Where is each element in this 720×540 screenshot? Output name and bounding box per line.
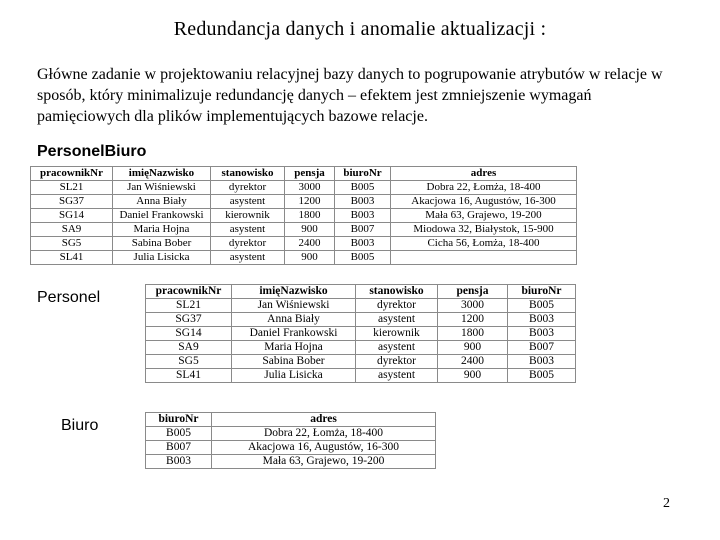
table-cell: B003 [508,355,576,369]
table-cell: B005 [146,427,212,441]
table-cell: B007 [335,223,391,237]
table-cell: 900 [438,369,508,383]
table-row [146,441,436,455]
column-header: pracownikNr [146,285,232,299]
table-cell: SL21 [31,181,113,195]
table-cell: asystent [356,341,438,355]
table-cell: B003 [335,195,391,209]
table-cell: 2400 [285,237,335,251]
table-cell: B007 [508,341,576,355]
table-cell: kierownik [211,209,285,223]
table-cell: SL21 [146,299,232,313]
table-cell: 3000 [285,181,335,195]
table-cell: 900 [285,251,335,265]
column-header: pensja [285,167,335,181]
column-header: biuroNr [335,167,391,181]
table-cell: dyrektor [356,299,438,313]
column-header: pensja [438,285,508,299]
personel-label: Personel [37,289,101,306]
table-cell: SG37 [146,313,232,327]
table-cell: Akacjowa 16, Augustów, 16-300 [391,195,577,209]
table-cell: Mała 63, Grajewo, 19-200 [212,455,436,469]
column-header: adres [391,167,577,181]
column-header: adres [212,413,436,427]
table-cell: dyrektor [356,355,438,369]
table-cell: B005 [508,299,576,313]
column-header: pracownikNr [31,167,113,181]
table-cell: B007 [146,441,212,455]
page-number: 2 [663,496,670,511]
personel-table [145,284,576,383]
table-cell: SG14 [31,209,113,223]
table-cell: B003 [335,209,391,223]
table-cell: Jan Wiśniewski [232,299,356,313]
table-cell: 1200 [438,313,508,327]
personel-biuro-label: PersonelBiuro [37,143,147,160]
table-row [31,209,577,223]
column-header: biuroNr [146,413,212,427]
table-row [31,237,577,251]
table-cell: Daniel Frankowski [232,327,356,341]
table-cell: Maria Hojna [232,341,356,355]
table-cell: SG5 [31,237,113,251]
table-cell: asystent [211,251,285,265]
table-row [31,223,577,237]
table-row [146,455,436,469]
table-cell: Julia Lisicka [113,251,211,265]
column-header: imięNazwisko [232,285,356,299]
table-cell: 3000 [438,299,508,313]
table-cell: SG5 [146,355,232,369]
table-cell: kierownik [356,327,438,341]
table-cell: Akacjowa 16, Augustów, 16-300 [212,441,436,455]
table-cell: SL41 [31,251,113,265]
column-header: biuroNr [508,285,576,299]
table-cell: Miodowa 32, Białystok, 15-900 [391,223,577,237]
header-row [146,285,576,299]
header-row [146,413,436,427]
table-cell: B005 [335,181,391,195]
table-cell: asystent [211,223,285,237]
table-row [146,341,576,355]
table-row [146,327,576,341]
table-cell: SA9 [146,341,232,355]
header-row [31,167,577,181]
table-cell: Cicha 56, Łomża, 18-400 [391,237,577,251]
table-cell: Daniel Frankowski [113,209,211,223]
table-cell: B003 [335,237,391,251]
table-cell: Anna Biały [113,195,211,209]
table-cell: 900 [438,341,508,355]
column-header: imięNazwisko [113,167,211,181]
slide-title: Redundancja danych i anomalie aktualizacji : [173,18,547,40]
intro-paragraph: Główne zadanie w projektowaniu relacyjnej bazy danych to pogrupowanie atrybutów w relacje w sposób, który minimalizuje redundancję danych – efektem jest zmniejszenie wymagań pamięciowych dla plików implementujących bazowe relacje. [37,66,663,125]
table-cell: Dobra 22, Łomża, 18-400 [391,181,577,195]
table-cell [391,251,577,265]
table-cell: Sabina Bober [232,355,356,369]
table-cell: 900 [285,223,335,237]
table-cell: 1200 [285,195,335,209]
table-cell: SG14 [146,327,232,341]
table-row [31,251,577,265]
table-cell: dyrektor [211,181,285,195]
table-cell: Julia Lisicka [232,369,356,383]
table-cell: asystent [356,369,438,383]
table-row [146,427,436,441]
table-cell: dyrektor [211,237,285,251]
table-row [31,195,577,209]
table-cell: Jan Wiśniewski [113,181,211,195]
table-cell: asystent [356,313,438,327]
biuro-table [145,412,436,469]
table-cell: 1800 [285,209,335,223]
table-cell: B003 [146,455,212,469]
table-cell: 1800 [438,327,508,341]
table-row [146,313,576,327]
column-header: stanowisko [211,167,285,181]
table-cell: 2400 [438,355,508,369]
table-cell: Dobra 22, Łomża, 18-400 [212,427,436,441]
table-cell: Sabina Bober [113,237,211,251]
table-cell: B005 [335,251,391,265]
table-cell: B003 [508,313,576,327]
table-row [146,355,576,369]
table-cell: Mała 63, Grajewo, 19-200 [391,209,577,223]
table-row [146,299,576,313]
biuro-label: Biuro [61,417,99,434]
column-header: stanowisko [356,285,438,299]
table-row [31,181,577,195]
table-cell: SA9 [31,223,113,237]
table-cell: B003 [508,327,576,341]
table-cell: B005 [508,369,576,383]
table-cell: Anna Biały [232,313,356,327]
table-cell: SL41 [146,369,232,383]
table-cell: Maria Hojna [113,223,211,237]
table-cell: SG37 [31,195,113,209]
table-cell: asystent [211,195,285,209]
table-row [146,369,576,383]
personel-biuro-table [30,166,577,265]
